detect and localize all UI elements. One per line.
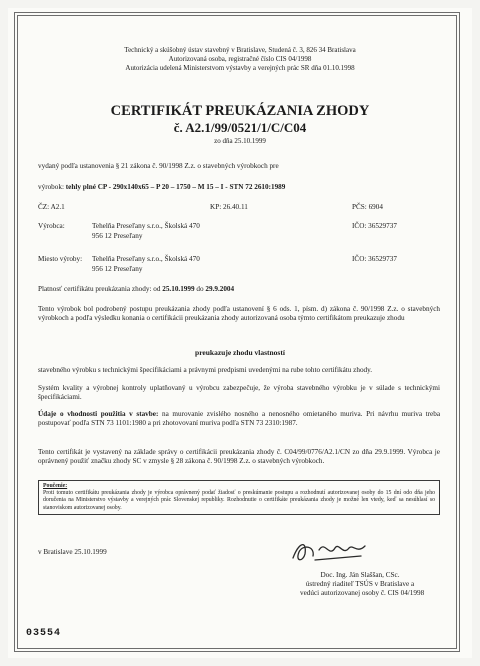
basis-paragraph: Tento certifikát je vystavený na základe správy o certifikácii preukázania zhody č. C04/99/0776/A2.1/CN zo dňa 29.9.1999. Výrobca je oprávnený použiť značku zhody SC v zmysle § 28 zákona č. 90/1998 Z.z. o stavebných výrobkoch.	[38, 448, 440, 466]
procedure-paragraph: Tento výrobok bol podrobený postupu preukázania zhody podľa ustanovení § 6 ods. 1, písm. d) zákona č. 90/1998 Z.z. o stavebných výrobkoch a podľa výsledku konania o certifikácii preukázania zhody autorizovaná osoba týmto certifikátom preukazuje zhodu	[38, 305, 440, 323]
signatory-role-2: vedúci autorizovanej osoby č. CIS 04/1998	[300, 589, 425, 597]
validity-line	[38, 285, 234, 294]
code-cz: ČZ: A2.1	[38, 203, 65, 211]
validity-from-label: od	[153, 285, 161, 293]
suitability-text: na murovanie zvislého nosného a nenosného omietaného muriva. Pri návrhu muriva treba postupovať podľa STN 73 1101:1980 a pri zhotovovaní muriva podľa STN 73 2310:1987.	[38, 410, 441, 428]
handwritten-signature	[285, 536, 375, 566]
validity-prefix: Platnosť certifikátu preukázania zhody:	[38, 285, 152, 293]
serial-number: 03554	[26, 628, 62, 639]
product-value: tehly plné CP - 290x140x65 – P 20 – 1750 – M 15 – I - STN 72 2610:1989	[65, 183, 286, 191]
signatory-name: Doc. Ing. Ján Slaššan, CSc.	[320, 571, 400, 579]
certificate-title: CERTIFIKÁT PREUKÁZANIA ZHODY	[110, 103, 370, 119]
validity-to: 29.9.2004	[205, 285, 235, 293]
header-registration: Autorizovaná osoba, registračné číslo CIS 04/1998	[168, 55, 312, 63]
signatory-role-1: ústredný riaditeľ TSÚS v Bratislave a	[305, 580, 415, 588]
manufacturer-name: Tehelňa Preseľany s.r.o., Školská 470	[92, 222, 200, 230]
manufacturer-city: 956 12 Preseľany	[92, 232, 143, 240]
conformity-paragraph: stavebného výrobku s technickými špecifikáciami a právnymi predpismi uvedenými na rube tohto certifikátu zhody.	[38, 366, 373, 374]
quality-system-paragraph: Systém kvality a výrobnej kontroly uplatňovaný u výrobcu zabezpečuje, že výroba stavebného výrobku je v súlade s technickými špecifikáciami.	[38, 384, 440, 402]
issued-basis: vydaný podľa ustanovenia § 21 zákona č. 90/1998 Z.z. o stavebných výrobkoch pre	[38, 162, 279, 170]
validity-from: 25.10.1999	[162, 285, 195, 293]
product-label: výrobok:	[38, 183, 64, 191]
header-authorization: Autorizácia udelená Ministerstvom výstavby a verejných prác SR dňa 01.10.1998	[125, 64, 355, 72]
certificate-number: č. A2.1/99/0521/1/C/C04	[173, 120, 307, 135]
suitability-label: Údaje o vhodnosti použitia v stavbe:	[38, 410, 159, 418]
notice-text: Proti tomuto certifikátu preukázania zhody je výrobca oprávnený podať žiadosť o preskúmanie postupu a rozhodnutí autorizovanej osoby do 15 dní odo dňa jeho doručenia na Ministerstvo výstavby a verejných prác Slovenskej republiky. Rozhodnutie o certifikáte preukázania zhody je možné len vtedy, keď sa nesúhlasí so stanoviskom autorizovanej osoby.	[43, 490, 435, 511]
code-pcs: PČS: 6904	[352, 203, 383, 211]
conformity-heading: preukazuje zhodu vlastností	[195, 348, 285, 357]
product-line	[38, 183, 285, 192]
notice-box	[38, 480, 440, 515]
place-date: v Bratislave 25.10.1999	[38, 548, 107, 556]
certificate-date: zo dňa 25.10.1999	[214, 137, 266, 145]
site-ico: IČO: 36529737	[352, 255, 397, 263]
notice-title: Poučenie:	[43, 483, 68, 489]
validity-to-label: do	[196, 285, 204, 293]
header-institute: Technický a skúšobný ústav stavebný v Bratislave, Studená č. 3, 826 34 Bratislava	[124, 46, 356, 54]
site-label: Miesto výroby:	[38, 255, 83, 263]
code-kp: KP: 26.40.11	[210, 203, 248, 211]
manufacturer-ico: IČO: 36529737	[352, 222, 397, 230]
suitability-paragraph	[38, 410, 440, 428]
site-city: 956 12 Preseľany	[92, 265, 143, 273]
manufacturer-label: Výrobca:	[38, 222, 65, 230]
site-name: Tehelňa Preseľany s.r.o., Školská 470	[92, 255, 200, 263]
